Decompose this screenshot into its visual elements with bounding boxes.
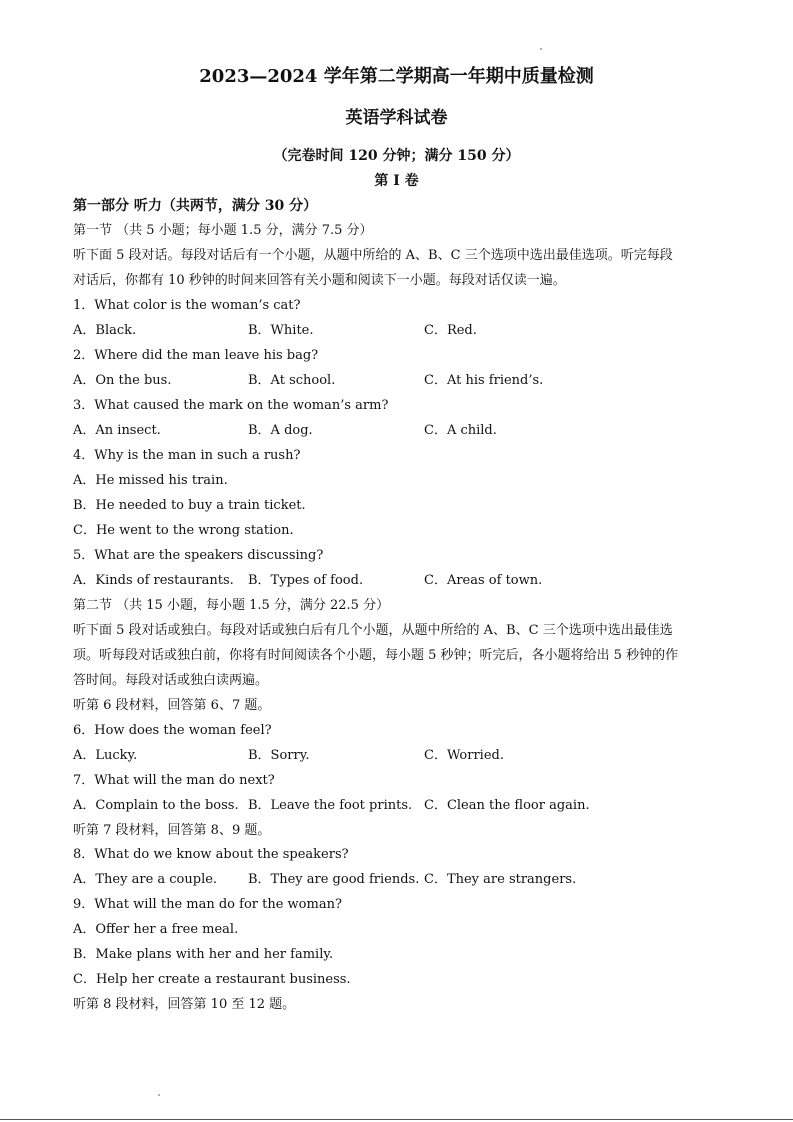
question-1-option-a[interactable]: A．Black. [73, 323, 137, 338]
question-7-option-c[interactable]: C．Clean the floor again. [424, 798, 590, 813]
section2-instructions-3: 答时间。每段对话或独白读两遍。 [73, 673, 269, 688]
question-7-option-a[interactable]: A．Complain to the boss. [73, 798, 239, 813]
material-7-note: 听第 7 段材料，回答第 8、9 题。 [73, 823, 271, 838]
question-9-option-b[interactable]: B．Make plans with her and her family. [73, 947, 334, 962]
question-5-option-a[interactable]: A．Kinds of restaurants. [73, 573, 234, 588]
section1-instructions-2: 对话后，你都有 10 秒钟的时间来回答有关小题和阅读下一小题。每段对话仅读一遍。 [73, 273, 566, 288]
question-2-stem: 2．Where did the man leave his bag? [73, 348, 319, 363]
question-9-option-a[interactable]: A．Offer her a free meal. [73, 922, 239, 937]
question-3-option-c[interactable]: C．A child. [424, 423, 497, 438]
part1-heading: 第一部分 听力（共两节，满分 30 分） [73, 198, 318, 214]
question-8-option-c[interactable]: C．They are strangers. [424, 872, 577, 887]
question-5-stem: 5．What are the speakers discussing? [73, 548, 324, 563]
question-7-stem: 7．What will the man do next? [73, 773, 275, 788]
material-6-note: 听第 6 段材料，回答第 6、7 题。 [73, 698, 271, 713]
exam-title: 2023—2024 学年第二学期高一年期中质量检测 [199, 66, 594, 87]
question-4-option-b[interactable]: B．He needed to buy a train ticket. [73, 498, 306, 513]
exam-time-note: （完卷时间 120 分钟；满分 150 分） [273, 148, 520, 164]
question-7-option-b[interactable]: B．Leave the foot prints. [248, 798, 413, 813]
question-8-option-b[interactable]: B．They are good friends. [248, 872, 420, 887]
question-1-option-c[interactable]: C．Red. [424, 323, 477, 338]
question-3-stem: 3．What caused the mark on the woman’s arm? [73, 398, 389, 413]
question-4-option-a[interactable]: A．He missed his train. [73, 473, 228, 488]
page-bottom-rule [0, 1119, 793, 1120]
question-2-option-a[interactable]: A．On the bus. [73, 373, 172, 388]
question-4-stem: 4．Why is the man in such a rush? [73, 448, 301, 463]
question-6-stem: 6．How does the woman feel? [73, 723, 272, 738]
speck-top-right [540, 48, 542, 50]
exam-subject: 英语学科试卷 [345, 108, 448, 128]
question-1-option-b[interactable]: B．White. [248, 323, 314, 338]
question-2-option-b[interactable]: B．At school. [248, 373, 336, 388]
question-5-option-c[interactable]: C．Areas of town. [424, 573, 543, 588]
question-9-option-c[interactable]: C．Help her create a restaurant business. [73, 972, 351, 987]
question-6-option-a[interactable]: A．Lucky. [73, 748, 138, 763]
section2-instructions-2: 项。听每段对话或独白前，你将有时间阅读各个小题，每小题 5 秒钟；听完后，各小题将给出 5 秒钟的作 [73, 648, 679, 663]
question-2-option-c[interactable]: C．At his friend’s. [424, 373, 544, 388]
section2-heading: 第二节 （共 15 小题，每小题 1.5 分，满分 22.5 分） [73, 598, 390, 613]
question-8-stem: 8．What do we know about the speakers? [73, 847, 349, 862]
section1-heading: 第一节 （共 5 小题；每小题 1.5 分，满分 7.5 分） [73, 223, 373, 238]
question-8-option-a[interactable]: A．They are a couple. [73, 872, 218, 887]
question-1-stem: 1．What color is the woman’s cat? [73, 298, 301, 313]
speck-bottom-left [158, 1094, 160, 1096]
question-6-option-c[interactable]: C．Worried. [424, 748, 504, 763]
question-3-option-b[interactable]: B．A dog. [248, 423, 313, 438]
question-4-option-c[interactable]: C．He went to the wrong station. [73, 523, 294, 538]
question-9-stem: 9．What will the man do for the woman? [73, 897, 342, 912]
volume-label: 第 I 卷 [374, 173, 419, 189]
question-3-option-a[interactable]: A．An insect. [73, 423, 161, 438]
question-5-option-b[interactable]: B．Types of food. [248, 573, 364, 588]
section1-instructions-1: 听下面 5 段对话。每段对话后有一个小题，从题中所给的 A、B、C 三个选项中选出最佳选项。听完每段 [73, 248, 673, 263]
question-6-option-b[interactable]: B．Sorry. [248, 748, 310, 763]
material-8-note: 听第 8 段材料，回答第 10 至 12 题。 [73, 997, 296, 1012]
section2-instructions-1: 听下面 5 段对话或独白。每段对话或独白后有几个小题，从题中所给的 A、B、C 三个选项中选出最佳选 [73, 623, 673, 638]
